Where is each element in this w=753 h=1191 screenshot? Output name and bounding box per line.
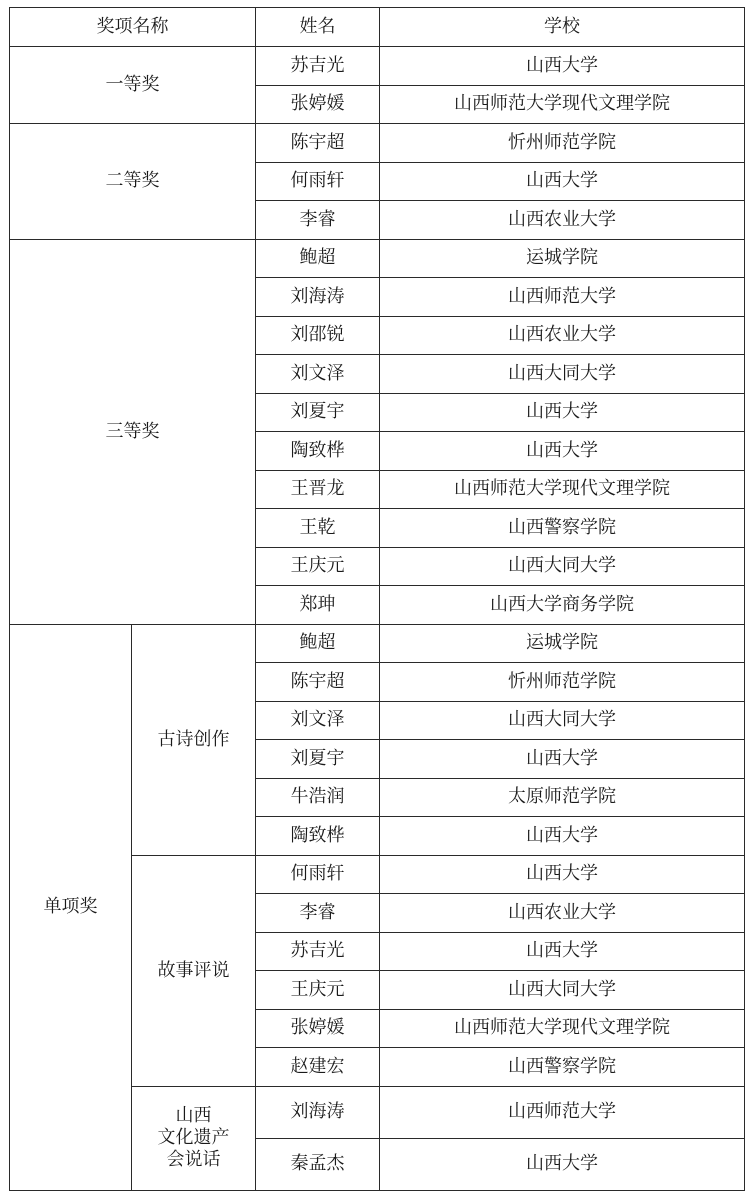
name-cell: 陶致桦: [256, 817, 380, 856]
school-cell: 山西农业大学: [380, 201, 745, 240]
name-cell: 刘文泽: [256, 355, 380, 394]
name-cell: 李睿: [256, 894, 380, 933]
school-cell: 山西师范大学: [380, 1086, 745, 1138]
name-cell: 牛浩润: [256, 778, 380, 817]
name-cell: 张婷媛: [256, 85, 380, 124]
school-cell: 山西大学: [380, 162, 745, 201]
name-cell: 刘海涛: [256, 1086, 380, 1138]
category-label-line: 文化遗产: [157, 1127, 230, 1148]
school-cell: 运城学院: [380, 239, 745, 278]
name-cell: 李睿: [256, 201, 380, 240]
school-cell: 忻州师范学院: [380, 124, 745, 163]
name-cell: 鲍超: [256, 624, 380, 663]
award-label-single: 单项奖: [10, 624, 132, 1190]
school-cell: 山西警察学院: [380, 1048, 745, 1087]
name-cell: 王庆元: [256, 971, 380, 1010]
school-cell: 山西师范大学现代文理学院: [380, 470, 745, 509]
school-cell: 山西大学: [380, 740, 745, 779]
category-label-line: 山西: [175, 1105, 212, 1126]
name-cell: 刘夏宇: [256, 393, 380, 432]
school-cell: 山西师范大学: [380, 278, 745, 317]
school-cell: 山西师范大学现代文理学院: [380, 1009, 745, 1048]
school-cell: 山西警察学院: [380, 509, 745, 548]
name-cell: 王庆元: [256, 547, 380, 586]
name-cell: 何雨轩: [256, 162, 380, 201]
school-cell: 山西大同大学: [380, 355, 745, 394]
school-cell: 忻州师范学院: [380, 663, 745, 702]
table-row: [10, 124, 745, 163]
school-cell: 山西师范大学现代文理学院: [380, 85, 745, 124]
name-cell: 刘海涛: [256, 278, 380, 317]
school-cell: 山西大学: [380, 47, 745, 86]
name-cell: 王晋龙: [256, 470, 380, 509]
name-cell: 郑珅: [256, 586, 380, 625]
name-cell: 陈宇超: [256, 124, 380, 163]
school-cell: 山西大学: [380, 817, 745, 856]
school-cell: 山西大学: [380, 1138, 745, 1190]
award-label-third: 三等奖: [10, 239, 256, 624]
school-cell: 山西大学商务学院: [380, 586, 745, 625]
name-cell: 苏吉光: [256, 932, 380, 971]
school-cell: 山西大同大学: [380, 971, 745, 1010]
award-label-second: 二等奖: [10, 124, 256, 240]
name-cell: 刘文泽: [256, 701, 380, 740]
header-name: 姓名: [256, 8, 380, 47]
header-award: 奖项名称: [10, 8, 256, 47]
header-school: 学校: [380, 8, 745, 47]
header-row: [10, 8, 745, 47]
name-cell: 张婷媛: [256, 1009, 380, 1048]
table-row: [10, 624, 745, 663]
school-cell: 山西大学: [380, 932, 745, 971]
name-cell: 刘邵锐: [256, 316, 380, 355]
name-cell: 刘夏宇: [256, 740, 380, 779]
school-cell: 山西大同大学: [380, 547, 745, 586]
category-label-poetry: 古诗创作: [132, 624, 256, 855]
name-cell: 秦孟杰: [256, 1138, 380, 1190]
name-cell: 赵建宏: [256, 1048, 380, 1087]
category-label-heritage: [132, 1086, 256, 1190]
school-cell: 运城学院: [380, 624, 745, 663]
name-cell: 何雨轩: [256, 855, 380, 894]
award-label-first: 一等奖: [10, 47, 256, 124]
table-row: [10, 47, 745, 86]
school-cell: 山西农业大学: [380, 894, 745, 933]
name-cell: 陶致桦: [256, 432, 380, 471]
name-cell: 鲍超: [256, 239, 380, 278]
name-cell: 苏吉光: [256, 47, 380, 86]
school-cell: 山西大学: [380, 432, 745, 471]
table-row: [10, 239, 745, 278]
school-cell: 山西大学: [380, 393, 745, 432]
award-table: [9, 7, 745, 1191]
name-cell: 陈宇超: [256, 663, 380, 702]
category-label-line: 会说话: [166, 1149, 221, 1170]
category-label-storytelling: 故事评说: [132, 855, 256, 1086]
school-cell: 山西农业大学: [380, 316, 745, 355]
school-cell: 太原师范学院: [380, 778, 745, 817]
name-cell: 王乾: [256, 509, 380, 548]
school-cell: 山西大同大学: [380, 701, 745, 740]
school-cell: 山西大学: [380, 855, 745, 894]
